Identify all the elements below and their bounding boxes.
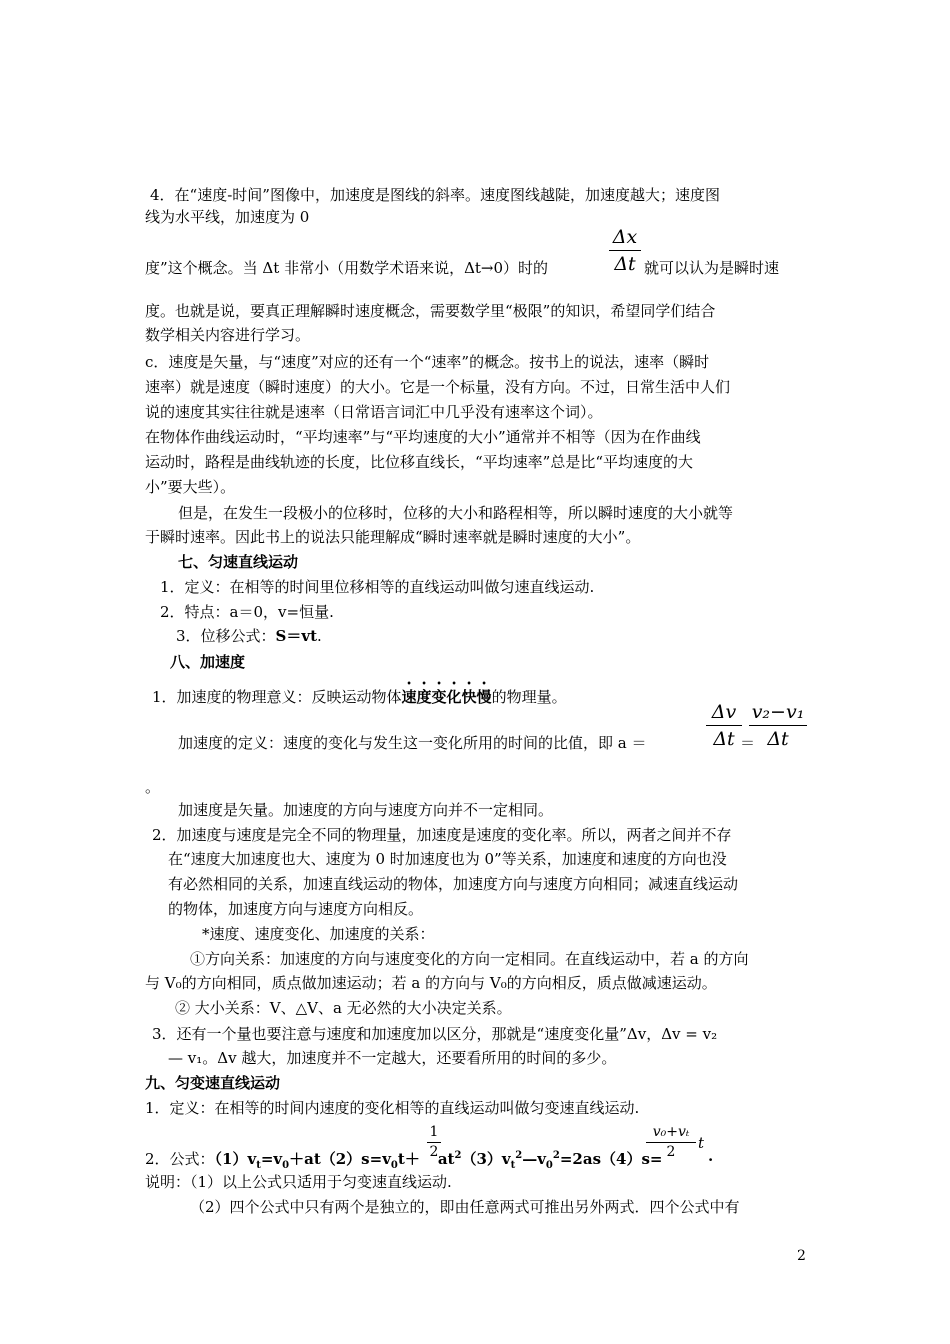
section-heading: 九、匀变速直线运动 [145, 1074, 281, 1092]
paragraph-line: 小”要大些）。 [145, 478, 236, 496]
paragraph-line: 说的速度其实往往就是速率（日常语言词汇中几乎没有速率这个词）。 [145, 403, 603, 421]
paragraph-line: — v₁。Δv 越大，加速度并不一定越大，还要看所用的时间的多少。 [168, 1049, 617, 1067]
paragraph-line: 就可以认为是瞬时速 [644, 259, 780, 277]
paragraph-line: 1．加速度的物理意义：反映运动物体速度变化快慢的物理量。 [152, 688, 567, 706]
fraction-dv-dt: Δv Δt [706, 700, 742, 751]
equals-sign: ＝ [740, 734, 756, 752]
paragraph-line: 与 V₀的方向相同，质点做加速运动；若 a 的方向与 V₀的方向相反，质点做减速运动。 [145, 974, 717, 992]
paragraph-line: ② 大小关系：V、△V、a 无必然的大小决定关系。 [175, 999, 512, 1017]
formula-t: t [698, 1134, 705, 1152]
paragraph-line: 度。也就是说，要真正理解瞬时速度概念，需要数学里“极限”的知识，希望同学们结合 [145, 302, 716, 320]
paragraph-line: 但是，在发生一段极小的位移时，位移的大小和路程相等，所以瞬时速度的大小就等 [178, 504, 734, 522]
paragraph-line: c．速度是矢量，与“速度”对应的还有一个“速率”的概念。按书上的说法，速率（瞬时 [145, 353, 710, 371]
paragraph-line: 1．定义：在相等的时间里位移相等的直线运动叫做匀速直线运动. [160, 578, 595, 596]
fraction-v2-v1-dt: v₂−v₁ Δt [749, 700, 807, 751]
paragraph-line: 有必然相同的关系，加速直线运动的物体，加速度方向与速度方向相同；减速直线运动 [168, 875, 739, 893]
paragraph-line: 说明：（1）以上公式只适用于匀变速直线运动. [145, 1173, 452, 1191]
paragraph-line: 3．还有一个量也要注意与速度和加速度加以区分，那就是“速度变化量”Δv，Δv = v₂ [152, 1025, 718, 1043]
formula-line: 2．公式：$(1)v_t=v_0+at(2)s=v_0t+$ $at^2(3)v_t^2—v_0^2=2as(4)s=$ [145, 1150, 663, 1171]
formula-s-vt: S＝vt [275, 627, 318, 645]
paragraph-line: 度”这个概念。当 Δt 非常小（用数学术语来说，Δt→0）时的 [145, 259, 549, 277]
emphasized-text: 速度变化快慢 [401, 688, 492, 706]
paragraph-line: 1．定义：在相等的时间内速度的变化相等的直线运动叫做匀变速直线运动. [145, 1099, 640, 1117]
paragraph-line: 。 [145, 778, 161, 796]
paragraph-line: 2．加速度与速度是完全不同的物理量，加速度是速度的变化率。所以，两者之间并不存 [152, 826, 732, 844]
paragraph-line: 在物体作曲线运动时，“平均速率”与“平均速度的大小”通常并不相等（因为在作曲线 [145, 428, 701, 446]
paragraph-line: 数学相关内容进行学习。 [145, 326, 311, 344]
paragraph-line: 3．位移公式：S＝vt. [176, 627, 322, 645]
paragraph-line: 在“速度大加速度也大、速度为 0 时加速度也为 0”等关系，加速度和速度的方向也没 [168, 850, 727, 868]
paragraph-line: 加速度是矢量。加速度的方向与速度方向并不一定相同。 [178, 801, 554, 819]
paragraph-line: ①方向关系：加速度的方向与速度变化的方向一定相同。在直线运动中，若 a 的方向 [190, 950, 749, 968]
section-heading: 七、匀速直线运动 [178, 553, 299, 571]
paragraph-line: 于瞬时速率。因此书上的说法只能理解成“瞬时速率就是瞬时速度的大小”。 [145, 528, 641, 546]
paragraph-line: 2．特点：a＝0，v=恒量. [160, 603, 334, 621]
fraction-one-half: 1 2 [427, 1124, 441, 1161]
paragraph-line: 速率）就是速度（瞬时速度）的大小。它是一个标量，没有方向。不过，日常生活中人们 [145, 378, 731, 396]
page-number: 2 [797, 1248, 806, 1264]
paragraph-line: *速度、速度变化、加速度的关系： [202, 925, 435, 943]
paragraph-line: 4．在“速度-时间”图像中，加速度是图线的斜率。速度图线越陡，加速度越大；速度图 [150, 186, 720, 204]
paragraph-line: （2）四个公式中只有两个是独立的，即由任意两式可推出另外两式．四个公式中有 [190, 1198, 740, 1216]
fraction-average-velocity: v₀+vₜ 2 [646, 1124, 696, 1161]
paragraph-line: 加速度的定义：速度的变化与发生这一变化所用的时间的比值，即 a ＝ [178, 734, 647, 752]
fraction-dx-dt: Δx Δt [609, 225, 641, 276]
paragraph-line: 的物体，加速度方向与速度方向相反。 [168, 900, 424, 918]
paragraph-line: 运动时，路程是曲线轨迹的长度，比位移直线长，“平均速率”总是比“平均速度的大 [145, 453, 694, 471]
paragraph-line: 线为水平线，加速度为 0 [145, 208, 310, 226]
section-heading: 八、加速度 [170, 653, 246, 671]
formula-period: . [708, 1147, 714, 1165]
